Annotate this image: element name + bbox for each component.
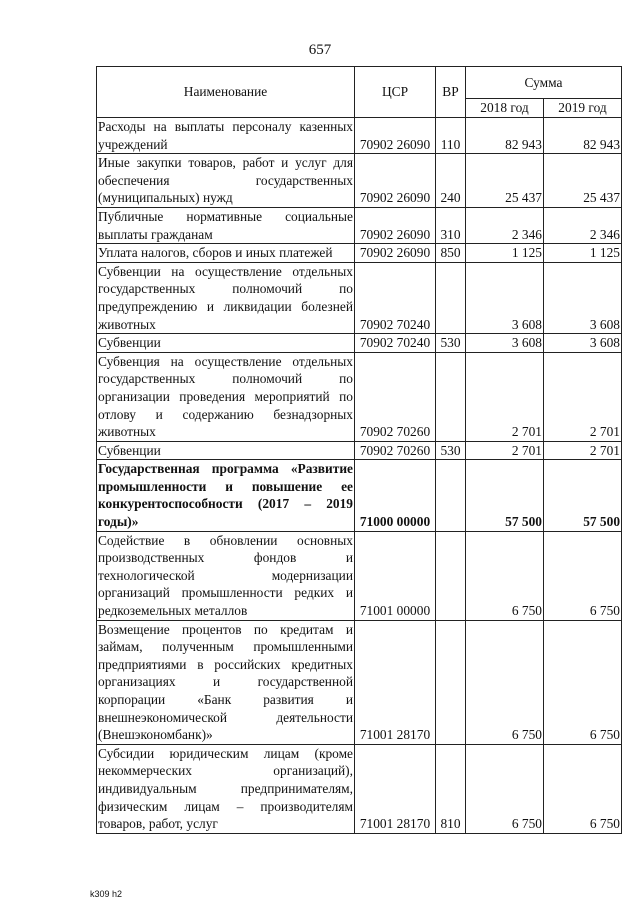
header-2018: 2018 год bbox=[466, 99, 544, 118]
row-name: Иные закупки товаров, работ и услуг для обеспечения государственных (муниципальных) нужд bbox=[97, 154, 355, 208]
row-2019: 82 943 bbox=[544, 118, 622, 154]
row-2018: 6 750 bbox=[466, 744, 544, 833]
row-2018: 82 943 bbox=[466, 118, 544, 154]
row-name: Публичные нормативные социальные выплаты гражданам bbox=[97, 207, 355, 243]
row-csr: 70902 70260 bbox=[355, 441, 436, 460]
row-vr: 850 bbox=[436, 244, 466, 263]
row-csr: 71000 00000 bbox=[355, 460, 436, 531]
header-csr: ЦСР bbox=[355, 67, 436, 118]
header-sum: Сумма bbox=[466, 67, 622, 99]
row-2018: 3 608 bbox=[466, 262, 544, 333]
row-name: Субвенции bbox=[97, 334, 355, 353]
row-vr bbox=[436, 352, 466, 441]
row-vr: 530 bbox=[436, 334, 466, 353]
row-vr: 810 bbox=[436, 744, 466, 833]
row-2019: 2 701 bbox=[544, 352, 622, 441]
table-row bbox=[97, 441, 622, 460]
row-2018: 6 750 bbox=[466, 620, 544, 744]
row-2019: 2 346 bbox=[544, 207, 622, 243]
row-name: Субсидии юридическим лицам (кроме некоммерческих организаций), индивидуальным предпринимателям, физическим лицам – производителям товаров, работ, услуг bbox=[97, 744, 355, 833]
row-2018: 6 750 bbox=[466, 531, 544, 620]
table-row bbox=[97, 620, 622, 744]
table-row bbox=[97, 244, 622, 263]
row-name: Субвенции bbox=[97, 441, 355, 460]
row-csr: 71001 28170 bbox=[355, 744, 436, 833]
row-csr: 70902 26090 bbox=[355, 154, 436, 208]
header-name: Наименование bbox=[97, 67, 355, 118]
row-vr: 310 bbox=[436, 207, 466, 243]
table-row bbox=[97, 118, 622, 154]
table-row bbox=[97, 460, 622, 531]
row-2019: 25 437 bbox=[544, 154, 622, 208]
row-2018: 3 608 bbox=[466, 334, 544, 353]
row-2019: 6 750 bbox=[544, 744, 622, 833]
header-vr: ВР bbox=[436, 67, 466, 118]
row-2018: 25 437 bbox=[466, 154, 544, 208]
row-2018: 2 701 bbox=[466, 441, 544, 460]
row-vr bbox=[436, 531, 466, 620]
table-body bbox=[97, 118, 622, 834]
table-row bbox=[97, 262, 622, 333]
row-name: Государственная программа «Развитие промышленности и повышение ее конкурентоспособности (2017 – 2019 годы)» bbox=[97, 460, 355, 531]
row-name: Уплата налогов, сборов и иных платежей bbox=[97, 244, 355, 263]
footer-code: k309 h2 bbox=[90, 889, 123, 899]
page-number: 657 bbox=[308, 42, 332, 58]
table-row bbox=[97, 154, 622, 208]
row-2019: 6 750 bbox=[544, 531, 622, 620]
row-name: Субвенции на осуществление отдельных государственных полномочий по предупреждению и ликвидации болезней животных bbox=[97, 262, 355, 333]
budget-table bbox=[96, 66, 622, 834]
row-2019: 2 701 bbox=[544, 441, 622, 460]
row-name: Содействие в обновлении основных производственных фондов и технологической модернизации организаций промышленности редких и редкоземельных металлов bbox=[97, 531, 355, 620]
row-2019: 6 750 bbox=[544, 620, 622, 744]
row-2018: 57 500 bbox=[466, 460, 544, 531]
table-row bbox=[97, 352, 622, 441]
row-csr: 70902 26090 bbox=[355, 244, 436, 263]
header-2019: 2019 год bbox=[544, 99, 622, 118]
row-csr: 70902 70260 bbox=[355, 352, 436, 441]
row-2019: 1 125 bbox=[544, 244, 622, 263]
row-csr: 70902 70240 bbox=[355, 262, 436, 333]
row-2018: 2 701 bbox=[466, 352, 544, 441]
row-csr: 70902 70240 bbox=[355, 334, 436, 353]
row-2019: 57 500 bbox=[544, 460, 622, 531]
table-row bbox=[97, 531, 622, 620]
table-header bbox=[97, 67, 622, 118]
row-csr: 70902 26090 bbox=[355, 118, 436, 154]
row-name: Субвенция на осуществление отдельных государственных полномочий по организации проведения мероприятий по отлову и содержанию безнадзорных животных bbox=[97, 352, 355, 441]
row-name: Расходы на выплаты персоналу казенных учреждений bbox=[97, 118, 355, 154]
row-2019: 3 608 bbox=[544, 334, 622, 353]
row-name: Возмещение процентов по кредитам и займам, полученным промышленными предприятиями в российских кредитных организациях и государственной корпорации «Банк развития и внешнеэкономической деятельности (Внешэкономбанк)» bbox=[97, 620, 355, 744]
table-row bbox=[97, 334, 622, 353]
row-csr: 70902 26090 bbox=[355, 207, 436, 243]
row-vr: 110 bbox=[436, 118, 466, 154]
table-row bbox=[97, 207, 622, 243]
row-csr: 71001 28170 bbox=[355, 620, 436, 744]
row-vr bbox=[436, 262, 466, 333]
row-2018: 1 125 bbox=[466, 244, 544, 263]
row-vr bbox=[436, 460, 466, 531]
row-2018: 2 346 bbox=[466, 207, 544, 243]
row-2019: 3 608 bbox=[544, 262, 622, 333]
row-vr: 530 bbox=[436, 441, 466, 460]
row-csr: 71001 00000 bbox=[355, 531, 436, 620]
row-vr: 240 bbox=[436, 154, 466, 208]
table-row bbox=[97, 744, 622, 833]
row-vr bbox=[436, 620, 466, 744]
